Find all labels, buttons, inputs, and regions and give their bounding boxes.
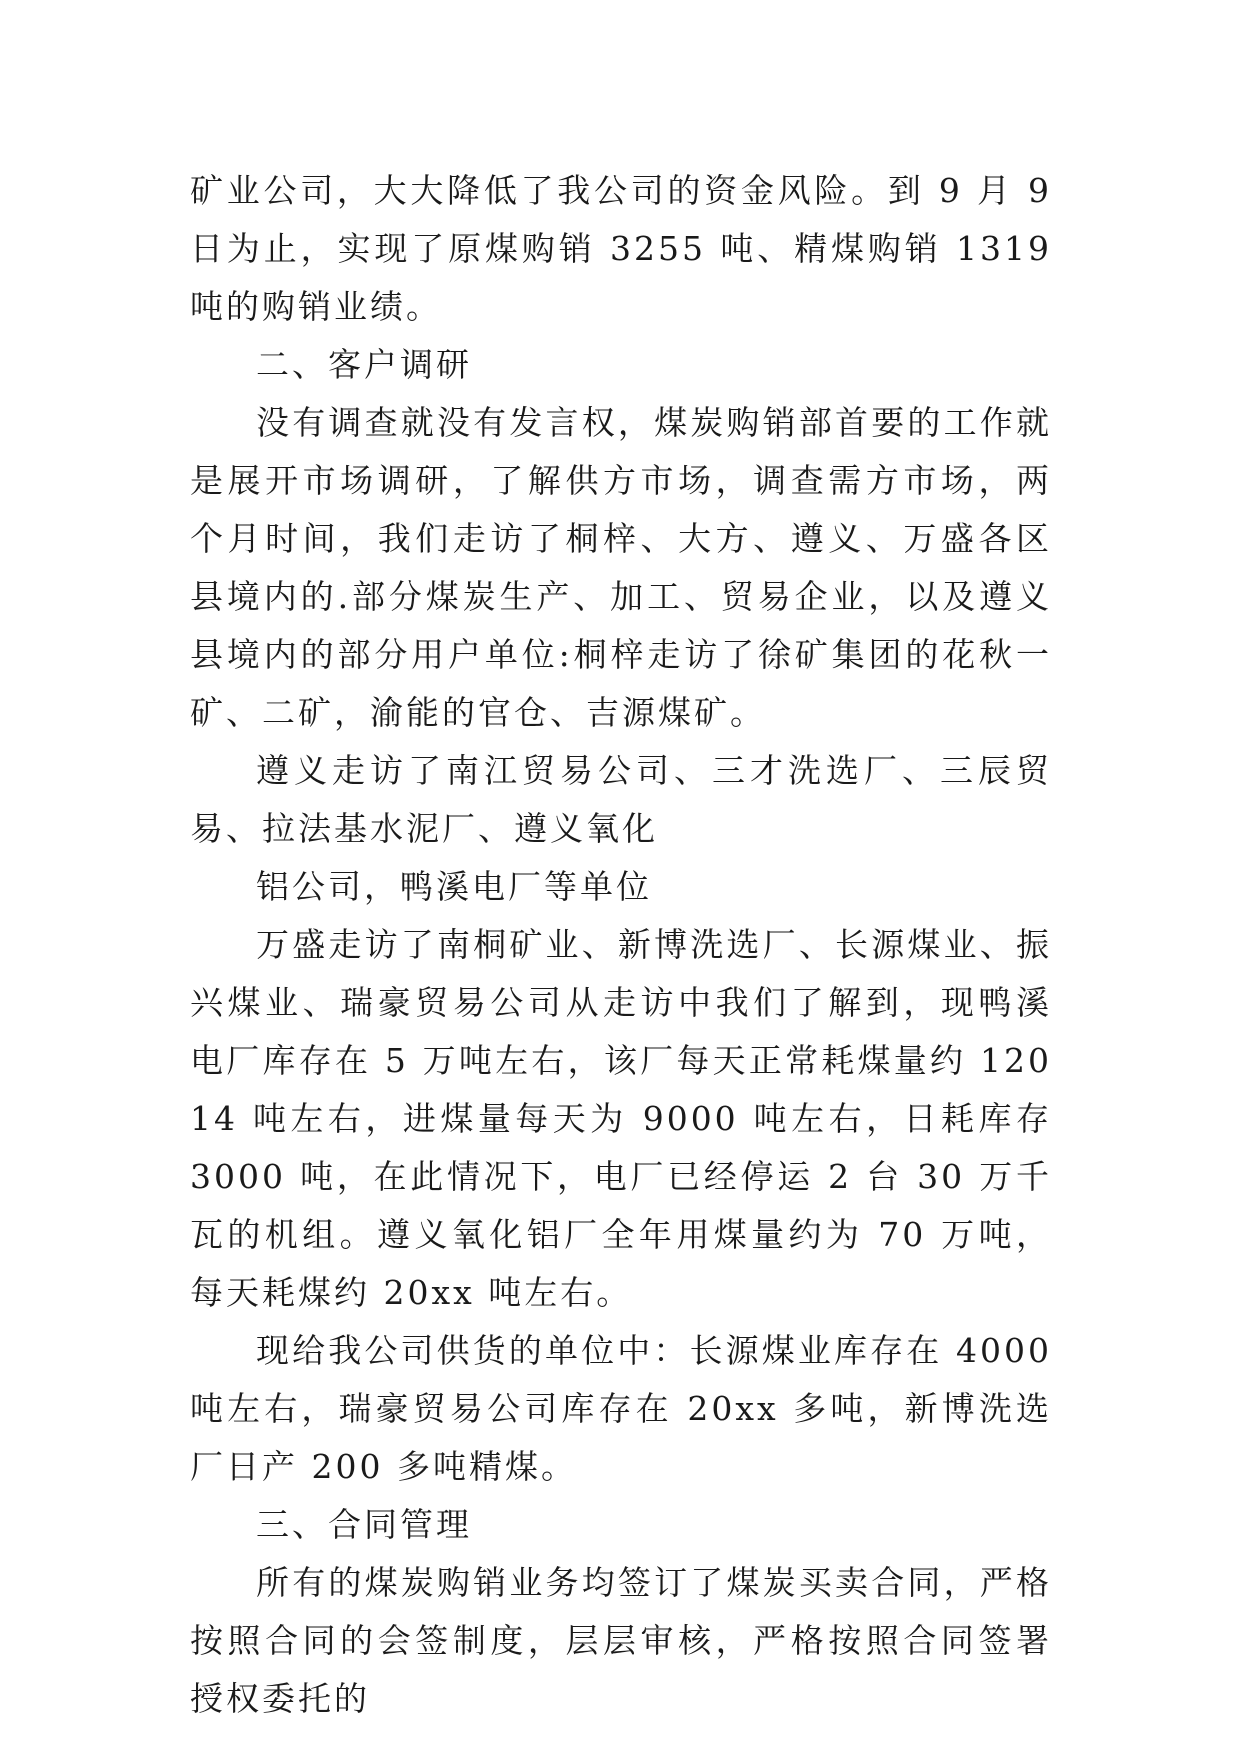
paragraph-4: 铝公司，鸭溪电厂等单位 bbox=[256, 867, 652, 906]
paragraph-7: 所有的煤炭购销业务均签订了煤炭买卖合同，严格按照合同的会签制度，层层审核，严格按照合同签署授权委托的 bbox=[190, 1563, 1052, 1718]
document-body bbox=[190, 162, 1052, 1728]
section-heading-contract-management: 三、合同管理 bbox=[256, 1505, 472, 1544]
paragraph-2: 没有调查就没有发言权，煤炭购销部首要的工作就是展开市场调研，了解供方市场，调查需方市场，两个月时间，我们走访了桐梓、大方、遵义、万盛各区县境内的.部分煤炭生产、加工、贸易企业，以及遵义县境内的部分用户单位:桐梓走访了徐矿集团的花秋一矿、二矿，渝能的官仓、吉源煤矿。 bbox=[190, 403, 1052, 732]
section-heading-customer-research: 二、客户调研 bbox=[256, 345, 472, 384]
paragraph-1: 矿业公司，大大降低了我公司的资金风险。到 9 月 9 日为止，实现了原煤购销 3255 吨、精煤购销 1319 吨的购销业绩。 bbox=[190, 171, 1052, 326]
paragraph-6: 现给我公司供货的单位中：长源煤业库存在 4000 吨左右，瑞豪贸易公司库存在 20xx 多吨，新博洗选厂日产 200 多吨精煤。 bbox=[190, 1331, 1052, 1486]
paragraph-5: 万盛走访了南桐矿业、新博洗选厂、长源煤业、振兴煤业、瑞豪贸易公司从走访中我们了解到，现鸭溪电厂库存在 5 万吨左右，该厂每天正常耗煤量约 12014 吨左右，进煤量每天为 9000 吨左右，日耗库存 3000 吨，在此情况下，电厂已经停运 2 台 30 万千瓦的机组。遵义氧化铝厂全年用煤量约为 70 万吨，每天耗煤约 20xx 吨左右。 bbox=[190, 925, 1052, 1312]
paragraph-3: 遵义走访了南江贸易公司、三才洗选厂、三辰贸易、拉法基水泥厂、遵义氧化 bbox=[190, 751, 1052, 848]
